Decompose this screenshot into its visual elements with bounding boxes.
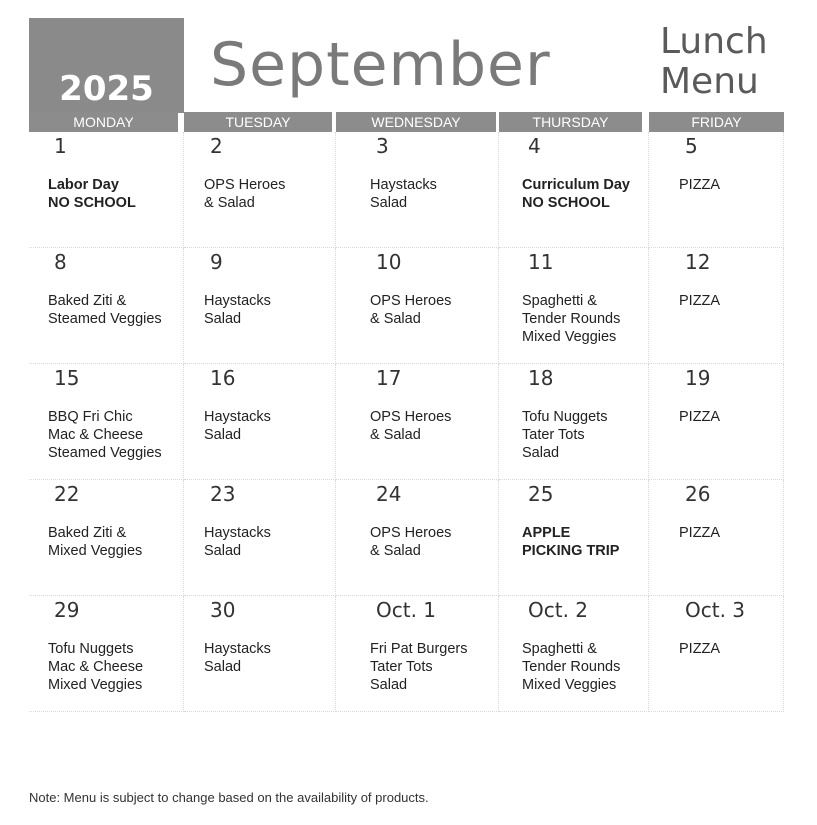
day-number: 3 xyxy=(376,134,389,158)
day-number: 9 xyxy=(210,250,223,274)
menu-item: PIZZA xyxy=(679,525,721,541)
day-cell xyxy=(499,480,649,596)
calendar-grid xyxy=(29,132,784,755)
day-cell xyxy=(499,364,649,480)
day-number: 29 xyxy=(54,598,80,622)
day-number: 18 xyxy=(528,366,554,390)
day-number: 1 xyxy=(54,134,67,158)
weekday-header-thursday: THURSDAY xyxy=(499,112,642,132)
day-cell xyxy=(184,132,336,248)
day-cell xyxy=(336,596,499,712)
menu-item: Haystacks Salad xyxy=(370,177,437,211)
month-title: September xyxy=(210,30,551,100)
menu-item: Haystacks Salad xyxy=(204,409,271,443)
menu-item: OPS Heroes & Salad xyxy=(370,409,452,443)
day-number: Oct. 1 xyxy=(376,598,437,622)
day-cell xyxy=(649,248,784,364)
menu-title: Lunch Menu xyxy=(660,21,768,102)
menu-item: PIZZA xyxy=(679,409,721,425)
weekday-header-monday: MONDAY xyxy=(29,112,178,132)
menu-item: Baked Ziti & Mixed Veggies xyxy=(48,525,143,559)
day-number: 4 xyxy=(528,134,541,158)
menu-item: Curriculum Day NO SCHOOL xyxy=(522,177,630,211)
day-cell xyxy=(649,596,784,712)
weekday-header-tuesday: TUESDAY xyxy=(184,112,332,132)
menu-item: OPS Heroes & Salad xyxy=(370,293,452,327)
day-cell xyxy=(649,132,784,248)
day-cell xyxy=(184,596,336,712)
day-cell xyxy=(184,480,336,596)
day-cell xyxy=(184,364,336,480)
day-number: 22 xyxy=(54,482,80,506)
day-cell xyxy=(29,480,184,596)
menu-item: Spaghetti & Tender Rounds Mixed Veggies xyxy=(522,641,621,693)
day-number: 12 xyxy=(685,250,711,274)
footnote: Note: Menu is subject to change based on the availability of products. xyxy=(29,790,429,805)
menu-item: OPS Heroes & Salad xyxy=(204,177,286,211)
day-number: 30 xyxy=(210,598,236,622)
weekday-header-friday: FRIDAY xyxy=(649,112,784,132)
menu-item: PIZZA xyxy=(679,641,721,657)
menu-item: PIZZA xyxy=(679,293,721,309)
menu-item: Haystacks Salad xyxy=(204,641,271,675)
menu-item: Spaghetti & Tender Rounds Mixed Veggies xyxy=(522,293,621,345)
day-number: 25 xyxy=(528,482,554,506)
menu-item: Haystacks Salad xyxy=(204,525,271,559)
day-number: 11 xyxy=(528,250,554,274)
day-number: 15 xyxy=(54,366,80,390)
day-number: 24 xyxy=(376,482,402,506)
day-number: 5 xyxy=(685,134,698,158)
day-cell xyxy=(29,132,184,248)
day-cell xyxy=(336,480,499,596)
day-cell xyxy=(649,480,784,596)
day-number: 8 xyxy=(54,250,67,274)
menu-item: Tofu Nuggets Tater Tots Salad xyxy=(522,409,608,461)
day-cell xyxy=(499,248,649,364)
menu-item: Labor Day NO SCHOOL xyxy=(48,177,136,211)
day-cell xyxy=(336,132,499,248)
day-number: 19 xyxy=(685,366,711,390)
day-number: 23 xyxy=(210,482,236,506)
menu-item: OPS Heroes & Salad xyxy=(370,525,452,559)
day-number: 16 xyxy=(210,366,236,390)
menu-item: Fri Pat Burgers Tater Tots Salad xyxy=(370,641,468,693)
menu-item: Haystacks Salad xyxy=(204,293,271,327)
day-number: 2 xyxy=(210,134,223,158)
day-cell xyxy=(29,248,184,364)
menu-item: Baked Ziti & Steamed Veggies xyxy=(48,293,162,327)
day-cell xyxy=(184,248,336,364)
day-cell xyxy=(336,248,499,364)
menu-item: BBQ Fri Chic Mac & Cheese Steamed Veggies xyxy=(48,409,162,461)
day-cell xyxy=(29,596,184,712)
day-number: 10 xyxy=(376,250,402,274)
day-cell xyxy=(499,596,649,712)
day-cell xyxy=(649,364,784,480)
weekday-header-wednesday: WEDNESDAY xyxy=(336,112,496,132)
day-number: 26 xyxy=(685,482,711,506)
day-cell xyxy=(336,364,499,480)
day-number: 17 xyxy=(376,366,402,390)
day-number: Oct. 3 xyxy=(685,598,746,622)
menu-item: Tofu Nuggets Mac & Cheese Mixed Veggies xyxy=(48,641,144,693)
menu-item: APPLE PICKING TRIP xyxy=(522,525,620,559)
year-box xyxy=(29,18,184,113)
day-number: Oct. 2 xyxy=(528,598,589,622)
year-label: 2025 xyxy=(59,69,154,109)
menu-item: PIZZA xyxy=(679,177,721,193)
day-cell xyxy=(499,132,649,248)
day-cell xyxy=(29,364,184,480)
